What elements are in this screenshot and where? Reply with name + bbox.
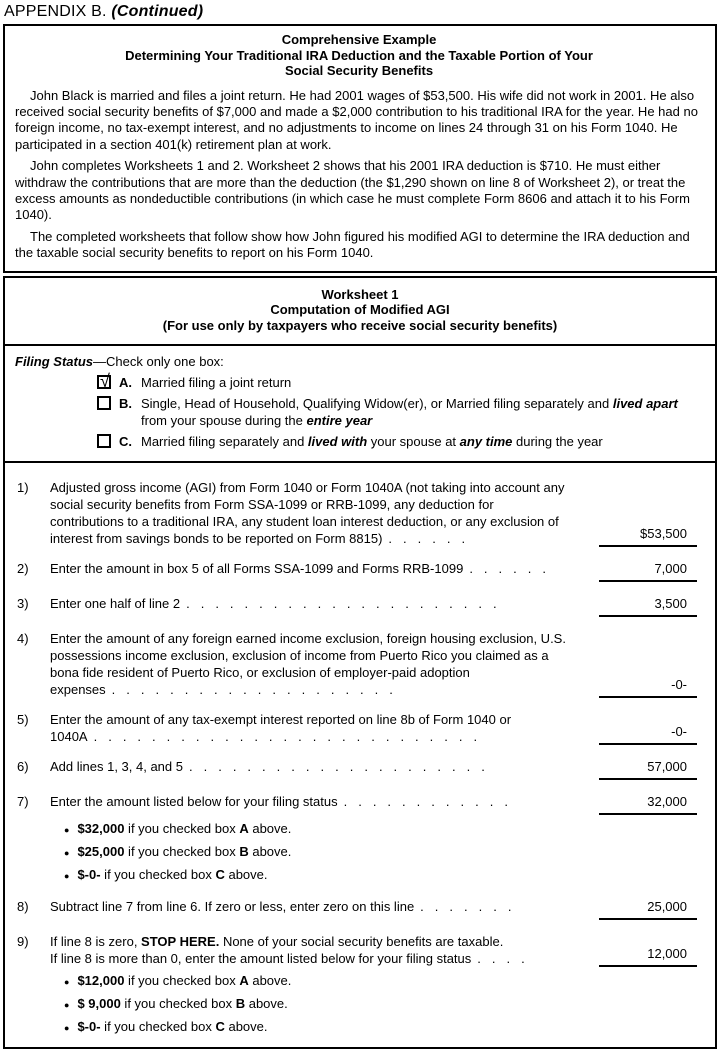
dot-leader: ....... bbox=[420, 899, 523, 915]
line-9-bullets bbox=[64, 972, 697, 1037]
intro-paragraph-1: John Black is married and files a joint return. He had 2001 wages of $53,500. His wife did not work in 2001. He also received social security benefits of $7,000 and made a $2,000 contribution to his traditional IRA for the year. He had no foreign income, no tax-exempt interest, and no adjustments to income on lines 24 through 31 on his Form 1040. He participated in a section 401(k) retirement plan at work. bbox=[15, 87, 698, 152]
bullet-item bbox=[64, 1018, 697, 1037]
line-text: Enter one half of line 2 bbox=[50, 596, 181, 612]
filing-option-c bbox=[97, 433, 705, 450]
worksheet-line-5 bbox=[17, 711, 697, 745]
worksheet-line-9 bbox=[17, 933, 697, 1037]
bullet-item bbox=[64, 820, 697, 839]
option-text-b: Single, Head of Household, Qualifying Widow(er), or Married filing separately and lived apart from your spouse during the entire year bbox=[141, 396, 678, 429]
filing-option-a bbox=[97, 371, 705, 392]
option-letter-b: B. bbox=[119, 396, 132, 412]
intro-paragraph-3: The completed worksheets that follow show how John figured his modified AGI to determine the IRA deduction and the taxable social security benefits to report on his Form 1040. bbox=[15, 228, 690, 261]
line-value: $53,500 bbox=[599, 525, 697, 547]
line-text: Enter the amount of any tax-exempt interest reported on line 8b of Form 1040 or 1040A bbox=[50, 712, 512, 745]
intro-title-line-1: Comprehensive Example bbox=[281, 32, 437, 47]
line-text: Subtract line 7 from line 6. If zero or less, enter zero on this line bbox=[50, 899, 415, 915]
line-text: If line 8 is zero, STOP HERE. None of your social security benefits are taxable. If line 8 is more than 0, enter the amount listed below for your filing status bbox=[50, 934, 504, 967]
worksheet-line-6 bbox=[17, 758, 697, 780]
dot-leader: ............ bbox=[343, 794, 519, 810]
worksheet-lines bbox=[5, 463, 715, 1047]
option-text-c: Married filing separately and lived with your spouse at any time during the year bbox=[141, 434, 603, 450]
bullet-item bbox=[64, 843, 697, 862]
line-text: Adjusted gross income (AGI) from Form 1040 or Form 1040A (not taking into account any social security benefits from Form SSA-1099 or RRB-1099, any deduction for contributions to a traditional IRA, any student loan interest deduction, or any exclusion of interest from savings bonds to be reported on Form 8815) bbox=[50, 480, 565, 547]
filing-status-label: Filing Status—Check only one box: bbox=[15, 354, 224, 370]
worksheet-line-1 bbox=[17, 479, 697, 547]
filing-status-options bbox=[97, 371, 705, 450]
worksheet-line-4 bbox=[17, 630, 697, 698]
bullet-icon bbox=[64, 995, 69, 1014]
option-letter-a: A. bbox=[119, 375, 132, 391]
worksheet-title-line-2: Computation of Modified AGI bbox=[270, 302, 450, 318]
line-number: 1) bbox=[17, 480, 29, 496]
worksheet-header bbox=[5, 278, 715, 347]
bullet-text: $ 9,000 if you checked box B above. bbox=[77, 996, 288, 1012]
appendix-heading: APPENDIX B. (Continued) bbox=[4, 3, 204, 20]
intro-title-line-2: Determining Your Traditional IRA Deduction and the Taxable Portion of Your bbox=[125, 47, 593, 63]
worksheet-line-8 bbox=[17, 898, 697, 920]
intro-paragraph-2: John completes Worksheets 1 and 2. Worksheet 2 shows that his 2001 IRA deduction is $710. He must either withdraw the contributions that are more than the deduction (the $1,290 shown on line 8 of Worksheet 2), or treat the excess amounts as nondeductible contributions (in which case he must complete Form 8606 and attach it to his Form 1040). bbox=[15, 158, 690, 223]
dot-leader: ...... bbox=[469, 561, 557, 577]
option-text-a: Married filing a joint return bbox=[141, 375, 292, 391]
checkbox-b[interactable] bbox=[97, 396, 111, 410]
bullet-text: $25,000 if you checked box B above. bbox=[77, 844, 292, 860]
line-number: 6) bbox=[17, 759, 29, 775]
dot-leader: .................... bbox=[111, 682, 404, 698]
worksheet-title-line-3: (For use only by taxpayers who receive social security benefits) bbox=[162, 317, 558, 333]
bullet-icon bbox=[64, 843, 69, 862]
line-value: 7,000 bbox=[599, 560, 697, 582]
dot-leader: ..................... bbox=[188, 759, 496, 775]
checkmark-icon: √ bbox=[100, 371, 110, 392]
bullet-text: $-0- if you checked box C above. bbox=[77, 867, 268, 883]
filing-status-section bbox=[5, 346, 715, 463]
line-value: 57,000 bbox=[599, 758, 697, 780]
worksheet-line-7 bbox=[17, 793, 697, 885]
line-text: Enter the amount of any foreign earned income exclusion, foreign housing exclusion, U.S. possessions income exclusion, exclusion of income from Puerto Rico you claimed as a bona fide resident of Puerto Rico, or exclusion of employer-paid adoption expenses bbox=[50, 631, 566, 698]
bullet-text: $12,000 if you checked box A above. bbox=[77, 973, 292, 989]
line-value: 32,000 bbox=[599, 793, 697, 815]
line-value: 25,000 bbox=[599, 898, 697, 920]
bullet-text: $32,000 if you checked box A above. bbox=[77, 821, 292, 837]
bullet-icon bbox=[64, 972, 69, 991]
dot-leader: ...................... bbox=[186, 596, 508, 612]
line-number: 7) bbox=[17, 794, 29, 810]
dot-leader: .... bbox=[477, 951, 536, 967]
line-value: 3,500 bbox=[599, 595, 697, 617]
line-number: 5) bbox=[17, 712, 29, 728]
line-number: 2) bbox=[17, 561, 29, 577]
line-value: -0- bbox=[599, 723, 697, 745]
dot-leader: ........................... bbox=[93, 729, 489, 745]
checkbox-c[interactable] bbox=[97, 434, 111, 448]
line-value: 12,000 bbox=[599, 945, 697, 967]
bullet-item bbox=[64, 995, 697, 1014]
line-number: 3) bbox=[17, 596, 29, 612]
line-value: -0- bbox=[599, 676, 697, 698]
intro-box bbox=[3, 24, 717, 273]
line-number: 9) bbox=[17, 934, 29, 950]
bullet-icon bbox=[64, 820, 69, 839]
worksheet-box bbox=[3, 276, 717, 1049]
filing-option-b bbox=[97, 395, 705, 429]
line-number: 8) bbox=[17, 899, 29, 915]
line-7-bullets bbox=[64, 820, 697, 885]
line-text: Enter the amount listed below for your filing status bbox=[50, 794, 338, 810]
worksheet-line-3 bbox=[17, 595, 697, 617]
dot-leader: ...... bbox=[388, 531, 477, 547]
checkbox-a[interactable] bbox=[97, 371, 111, 392]
bullet-text: $-0- if you checked box C above. bbox=[77, 1019, 268, 1035]
worksheet-line-2 bbox=[17, 560, 697, 582]
intro-title-line-3: Social Security Benefits bbox=[284, 63, 434, 78]
line-text: Enter the amount in box 5 of all Forms SSA-1099 and Forms RRB-1099 bbox=[50, 561, 464, 577]
bullet-item bbox=[64, 972, 697, 991]
worksheet-title-line-1: Worksheet 1 bbox=[321, 286, 399, 302]
line-text: Add lines 1, 3, 4, and 5 bbox=[50, 759, 183, 775]
line-number: 4) bbox=[17, 631, 29, 647]
option-letter-c: C. bbox=[119, 434, 132, 450]
bullet-icon bbox=[64, 866, 69, 885]
bullet-item bbox=[64, 866, 697, 885]
bullet-icon bbox=[64, 1018, 69, 1037]
intro-title bbox=[15, 32, 703, 79]
